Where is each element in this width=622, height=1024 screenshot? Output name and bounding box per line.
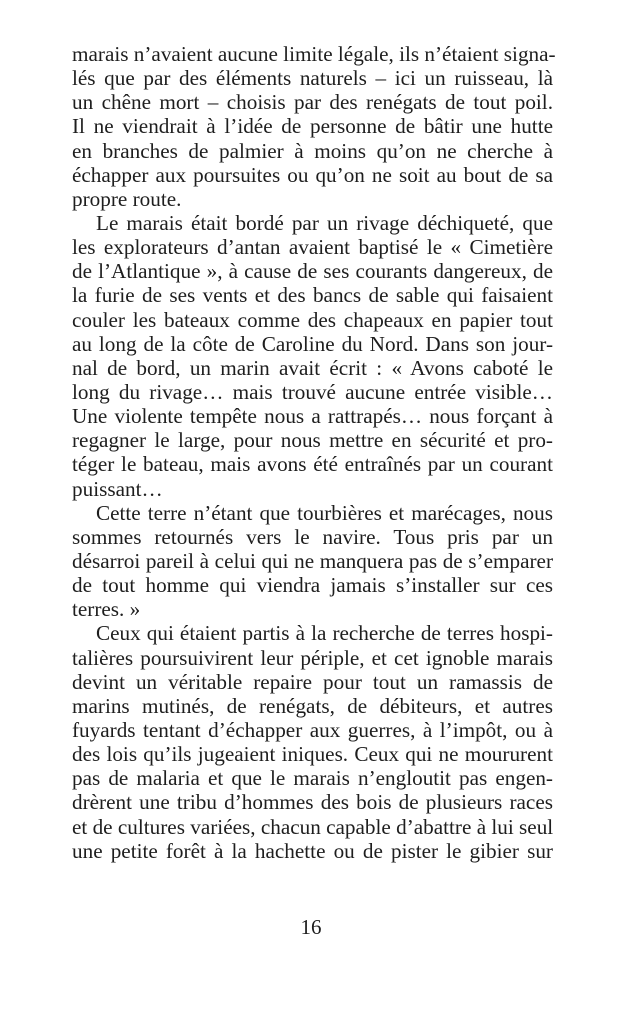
paragraph-first-line: Cette terre n’étant que tourbières et marécages, nous <box>96 500 553 525</box>
text-line: un chêne mort – choisis par des renégats de tout poil. <box>72 90 553 115</box>
text-line: Il ne viendrait à l’idée de personne de bâtir une hutte <box>72 114 553 139</box>
text-line: talières poursuivirent leur périple, et cet ignoble marais <box>72 645 553 670</box>
text-line: propre route. <box>72 186 182 211</box>
text-line: de l’Atlantique », à cause de ses courants dangereux, de <box>72 259 553 284</box>
text-line: regagner le large, pour nous mettre en sécurité et pro- <box>72 428 553 453</box>
text-line: et de cultures variées, chacun capable d’abattre à lui seul <box>72 814 554 839</box>
text-line: lés que par des éléments naturels – ici un ruisseau, là <box>72 66 553 91</box>
text-line: Une violente tempête nous a rattrapés… nous forçant à <box>72 404 553 429</box>
text-line: en branches de palmier à moins qu’on ne cherche à <box>72 138 553 163</box>
paragraph-first-line: Ceux qui étaient partis à la recherche de terres hospi- <box>96 621 553 646</box>
text-line: des lois qu’ils jugeaient iniques. Ceux qui ne moururent <box>72 742 553 767</box>
paragraph-first-line: Le marais était bordé par un rivage déchiqueté, que <box>96 210 553 235</box>
text-line: les explorateurs d’antan avaient baptisé le « Cimetière <box>72 235 553 260</box>
text-line: long du rivage… mais trouvé aucune entrée visible… <box>72 379 553 404</box>
text-line: une petite forêt à la hachette ou de pister le gibier sur <box>72 838 553 863</box>
text-line: téger le bateau, mais avons été entraînés par un courant <box>72 452 553 477</box>
text-line: drèrent une tribu d’hommes des bois de plusieurs races <box>72 790 553 815</box>
text-line: puissant… <box>72 476 163 501</box>
text-line: fuyards tentant d’échapper aux guerres, à l’impôt, ou à <box>72 717 553 742</box>
text-line: de tout homme qui viendra jamais s’installer sur ces <box>72 573 553 598</box>
text-line: pas de malaria et que le marais n’engloutit pas engen- <box>72 766 553 791</box>
text-line: sommes retournés vers le navire. Tous pris par un <box>72 524 553 549</box>
text-line: désarroi pareil à celui qui ne manquera pas de s’emparer <box>72 548 553 573</box>
text-line: nal de bord, un marin avait écrit : « Avons caboté le <box>72 355 553 380</box>
text-line: marais n’avaient aucune limite légale, ils n’étaient signa- <box>72 42 556 66</box>
text-line: au long de la côte de Caroline du Nord. Dans son jour- <box>72 331 553 356</box>
text-line: marins mutinés, de renégats, de débiteurs, et autres <box>72 693 553 718</box>
text-line: devint un véritable repaire pour tout un ramassis de <box>72 669 553 694</box>
text-line: la furie de ses vents et des bancs de sable qui faisaient <box>72 283 553 308</box>
page-number: 16 <box>300 915 322 939</box>
text-line: couler les bateaux comme des chapeaux en papier tout <box>72 307 553 332</box>
body-text <box>72 42 556 863</box>
text-line: terres. » <box>72 597 141 622</box>
text-line: échapper aux poursuites ou qu’on ne soit au bout de sa <box>72 162 553 187</box>
